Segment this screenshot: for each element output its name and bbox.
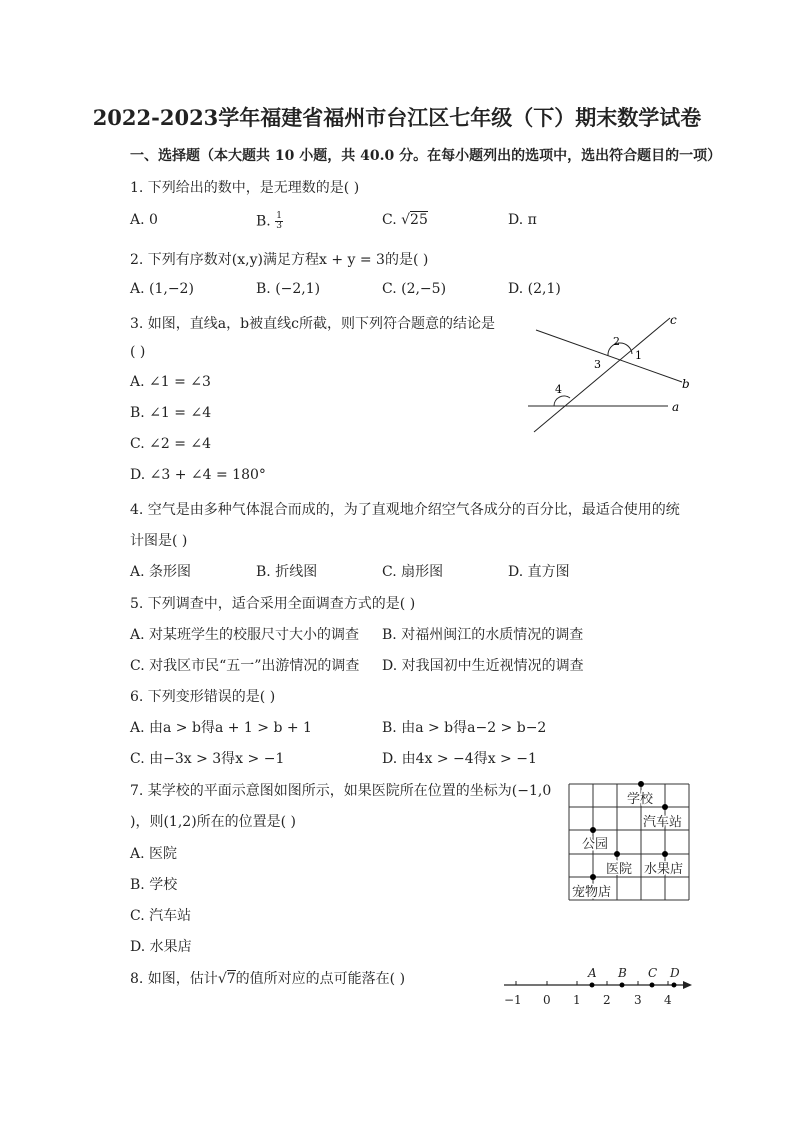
tick-label-2: 2 xyxy=(603,993,611,1007)
question-7-stem-cont: )，则(1,2)所在的位置是( ) xyxy=(130,814,297,830)
q1-fraction: $\frac{1}{3}$ xyxy=(276,211,282,231)
question-5-stem: 5. 下列调查中，适合采用全面调查方式的是( ) xyxy=(130,596,416,612)
q4-option-c: C. 扇形图 xyxy=(382,564,444,580)
label-point-a: A xyxy=(588,966,597,980)
pet-shop-label: 宠物店 xyxy=(572,885,612,900)
school-point xyxy=(638,781,644,787)
q3-option-c: C. ∠2 = ∠4 xyxy=(130,436,212,452)
q3-option-a: A. ∠1 = ∠3 xyxy=(130,374,211,390)
arrow-icon xyxy=(683,981,692,989)
q7-option-c: C. 汽车站 xyxy=(130,908,192,924)
park-point xyxy=(590,827,596,833)
q6-option-b: B. 由a > b得a−2 > b−2 xyxy=(382,720,547,736)
q1-option-c: C. √25 xyxy=(382,212,428,228)
tick-label-neg1: −1 xyxy=(504,993,522,1007)
section-heading: 一、选择题（本大题共 10 小题，共 40.0 分。在每小题列出的选项中，选出符合题目的一项） xyxy=(130,148,722,164)
q3-option-d: D. ∠3 + ∠4 = 180° xyxy=(130,467,266,483)
q7-map-figure xyxy=(569,784,691,902)
question-4-stem: 4. 空气是由多种气体混合而成的，为了直观地介绍空气各成分的百分比，最适合使用的统 xyxy=(130,502,680,518)
q4-option-a: A. 条形图 xyxy=(130,564,192,580)
point-d xyxy=(672,983,677,988)
label-angle-4: 4 xyxy=(555,383,562,396)
q4-option-d: D. 直方图 xyxy=(508,564,570,580)
q6-option-d: D. 由4x > −4得x > −1 xyxy=(382,751,537,767)
point-b xyxy=(620,983,625,988)
question-6-stem: 6. 下列变形错误的是( ) xyxy=(130,689,276,705)
q5-option-a: A. 对某班学生的校服尺寸大小的调查 xyxy=(130,627,360,643)
label-point-d: D xyxy=(670,966,680,980)
q6-option-a: A. 由a > b得a + 1 > b + 1 xyxy=(130,720,312,736)
label-angle-2: 2 xyxy=(613,335,620,348)
tick-label-1: 1 xyxy=(573,993,581,1007)
q5-option-b: B. 对福州闽江的水质情况的调查 xyxy=(382,627,584,643)
label-b: b xyxy=(682,377,690,391)
sqrt-icon: √ xyxy=(217,971,227,987)
q1-option-d: D. π xyxy=(508,212,537,228)
hospital-point xyxy=(614,851,620,857)
q3-option-b: B. ∠1 = ∠4 xyxy=(130,405,212,421)
q7-option-b: B. 学校 xyxy=(130,877,178,893)
park-label: 公园 xyxy=(582,837,609,852)
q3-figure xyxy=(520,308,700,438)
pet-shop-point xyxy=(590,874,596,880)
q5-option-d: D. 对我国初中生近视情况的调查 xyxy=(382,658,584,674)
q2-option-d: D. (2,1) xyxy=(508,281,561,297)
label-point-c: C xyxy=(648,966,658,980)
label-angle-1: 1 xyxy=(635,349,642,362)
tick-label-0: 0 xyxy=(543,993,551,1007)
fruit-shop-label: 水果店 xyxy=(644,862,684,877)
question-7-stem: 7. 某学校的平面示意图如图所示，如果医院所在位置的坐标为(−1,0 xyxy=(130,783,552,799)
q1-option-a: A. 0 xyxy=(130,212,158,228)
point-c xyxy=(650,983,655,988)
sqrt-icon: √ xyxy=(401,212,411,228)
hospital-label: 医院 xyxy=(606,862,633,877)
question-4-stem-cont: 计图是( ) xyxy=(130,533,188,549)
angle-arc-4 xyxy=(554,396,570,406)
school-label: 学校 xyxy=(627,792,654,807)
line-c xyxy=(534,318,670,432)
label-c: c xyxy=(670,313,677,327)
question-3-stem-cont: ( ) xyxy=(130,344,146,360)
page-title: 2022-2023学年福建省福州市台江区七年级（下）期末数学试卷 xyxy=(92,105,702,130)
q4-option-b: B. 折线图 xyxy=(256,564,318,580)
label-angle-3: 3 xyxy=(594,358,601,371)
q1-option-b: B. $\frac{1}{3}$ xyxy=(256,211,282,231)
bus-station-point xyxy=(662,804,668,810)
question-3-stem: 3. 如图，直线a，b被直线c所截，则下列符合题意的结论是 xyxy=(130,316,495,332)
line-b xyxy=(536,330,682,382)
q7-option-d: D. 水果店 xyxy=(130,939,192,955)
question-2-stem: 2. 下列有序数对(x,y)满足方程x + y = 3的是( ) xyxy=(130,252,429,268)
label-point-b: B xyxy=(618,966,627,980)
question-1-stem: 1. 下列给出的数中，是无理数的是( ) xyxy=(130,180,360,196)
q6-option-c: C. 由−3x > 3得x > −1 xyxy=(130,751,285,767)
q2-option-a: A. (1,−2) xyxy=(130,281,194,297)
q2-option-c: C. (2,−5) xyxy=(382,281,447,297)
q8-number-line xyxy=(500,964,695,1009)
q2-option-b: B. (−2,1) xyxy=(256,281,321,297)
tick-label-3: 3 xyxy=(634,993,642,1007)
q5-option-c: C. 对我区市民“五一”出游情况的调查 xyxy=(130,658,360,674)
point-a xyxy=(590,983,595,988)
question-8-stem: 8. 如图，估计√7的值所对应的点可能落在( ) xyxy=(130,971,406,987)
tick-label-4: 4 xyxy=(664,993,672,1007)
bus-station-label: 汽车站 xyxy=(643,815,683,830)
label-a: a xyxy=(672,400,680,414)
q7-option-a: A. 医院 xyxy=(130,846,178,862)
fruit-shop-point xyxy=(662,851,668,857)
